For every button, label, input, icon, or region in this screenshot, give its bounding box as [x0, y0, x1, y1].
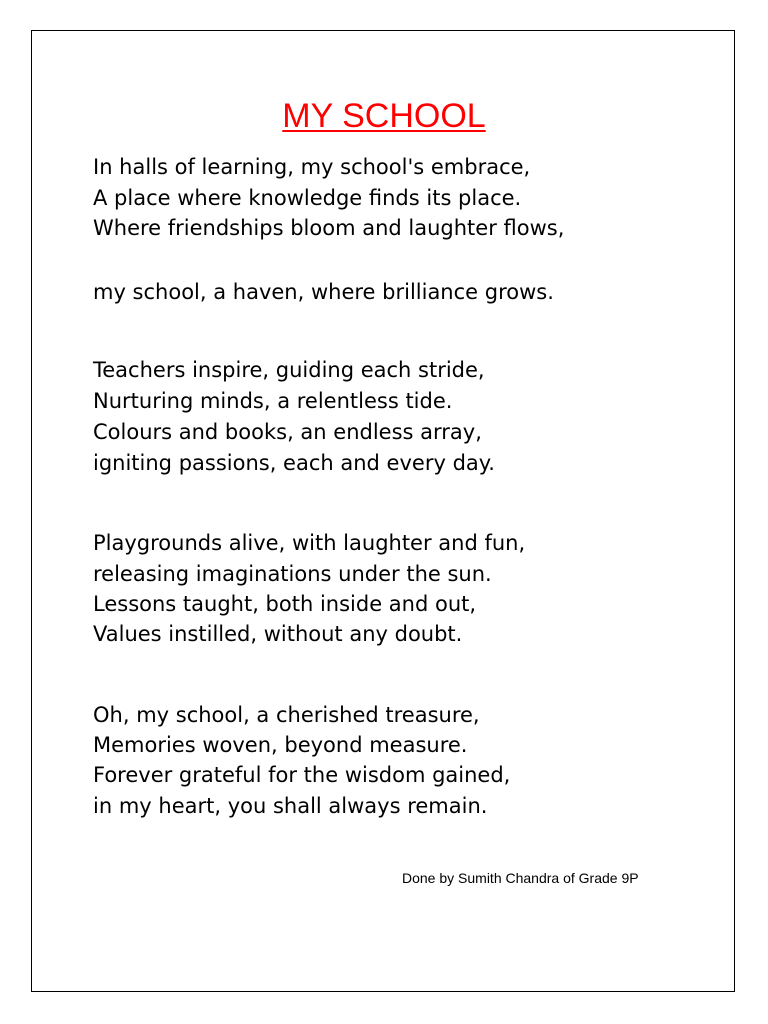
stanza-4-line-2: Memories woven, beyond measure.: [93, 733, 468, 757]
stanza-2-line-1: Teachers inspire, guiding each stride,: [93, 358, 485, 382]
stanza-2-line-4: igniting passions, each and every day.: [93, 451, 495, 475]
stanza-1-line-2: A place where knowledge finds its place.: [93, 186, 522, 210]
stanza-3-line-1: Playgrounds alive, with laughter and fun,: [93, 531, 526, 555]
stanza-4-line-3: Forever grateful for the wisdom gained,: [93, 763, 511, 787]
stanza-4-line-4: in my heart, you shall always remain.: [93, 794, 488, 818]
stanza-3-line-2: releasing imaginations under the sun.: [93, 562, 492, 586]
stanza-4-line-1: Oh, my school, a cherished treasure,: [93, 703, 480, 727]
stanza-1-line-1: In halls of learning, my school's embrace,: [93, 155, 531, 179]
stanza-3-line-4: Values instilled, without any doubt.: [93, 622, 463, 646]
poem-title: MY SCHOOL: [282, 97, 486, 135]
stanza-2-line-3: Colours and books, an endless array,: [93, 420, 482, 444]
stanza-3-line-3: Lessons taught, both inside and out,: [93, 592, 477, 616]
stanza-1-line-4: my school, a haven, where brilliance grows.: [93, 280, 554, 304]
stanza-1-line-3: Where friendships bloom and laughter flows,: [93, 216, 565, 240]
stanza-2-line-2: Nurturing minds, a relentless tide.: [93, 389, 453, 413]
author-credit: Done by Sumith Chandra of Grade 9P: [402, 870, 639, 886]
